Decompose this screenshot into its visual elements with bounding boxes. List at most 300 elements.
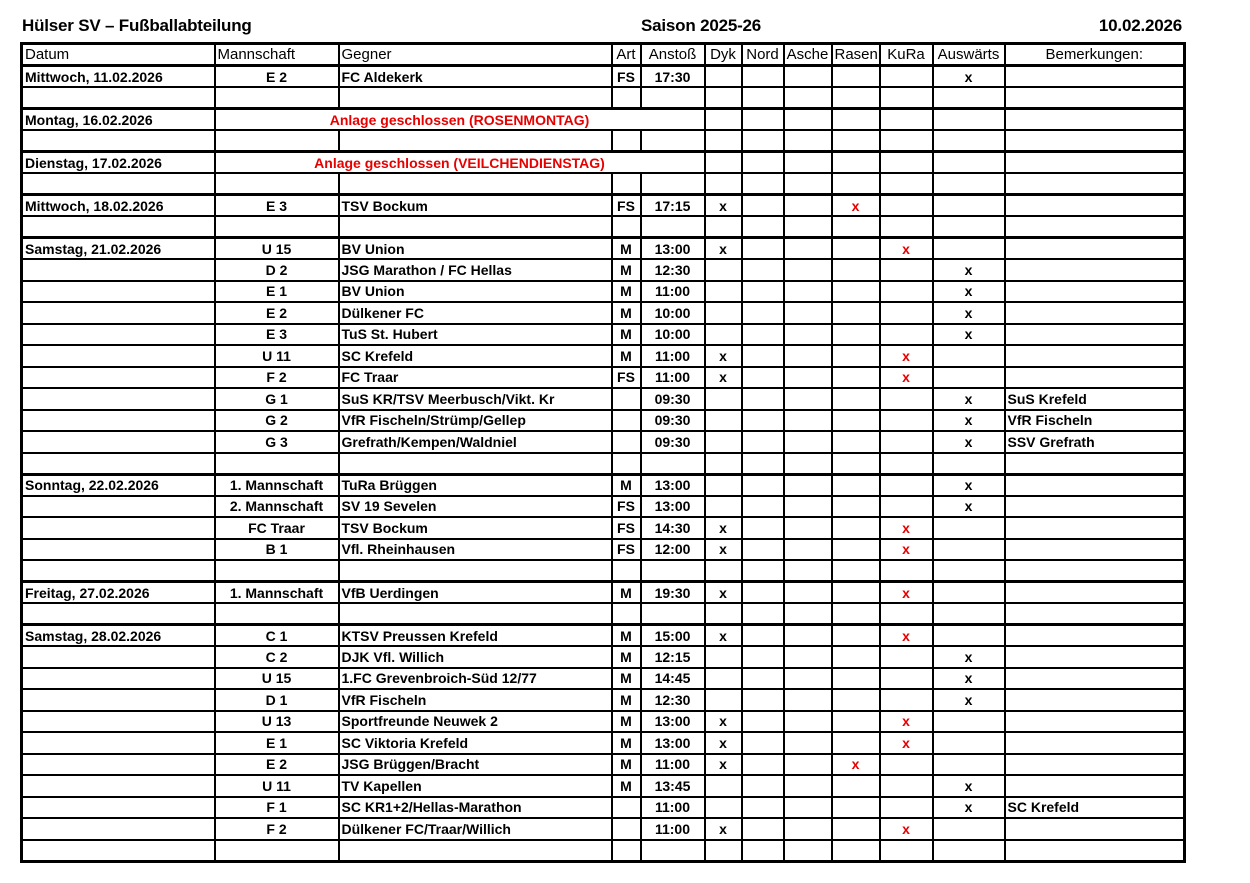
- column-header-bemerkungen: Bemerkungen:: [1005, 44, 1185, 66]
- cell-gegner: Sportfreunde Neuwek 2: [339, 711, 612, 733]
- cell-bemerkungen: [1005, 775, 1185, 797]
- cell-nord: [742, 474, 784, 496]
- cell-asche: [784, 109, 832, 131]
- cell-rasen: [832, 173, 880, 195]
- cell-dyk: x: [705, 711, 742, 733]
- cell-bemerkungen: [1005, 345, 1185, 367]
- cell-datum: Freitag, 27.02.2026: [22, 582, 215, 604]
- cell-bemerkungen: [1005, 66, 1185, 88]
- match-row: [22, 388, 1185, 410]
- cell-kura: [880, 453, 933, 475]
- cell-art: [612, 453, 641, 475]
- cell-datum: [22, 87, 215, 109]
- cell-nord: [742, 367, 784, 389]
- cell-bemerkungen: [1005, 109, 1185, 131]
- cell-asche: [784, 689, 832, 711]
- cell-nord: [742, 711, 784, 733]
- cell-dyk: x: [705, 539, 742, 561]
- cell-nord: [742, 410, 784, 432]
- cell-auswaerts: [933, 603, 1005, 625]
- cell-mannschaft: [215, 173, 339, 195]
- cell-anstoss: 13:00: [641, 711, 705, 733]
- cell-kura: [880, 754, 933, 776]
- cell-art: [612, 130, 641, 152]
- cell-asche: [784, 603, 832, 625]
- cell-datum: [22, 324, 215, 346]
- cell-gegner: Vfl. Rheinhausen: [339, 539, 612, 561]
- cell-mannschaft: FC Traar: [215, 517, 339, 539]
- cell-gegner: [339, 453, 612, 475]
- match-row: [22, 238, 1185, 260]
- cell-auswaerts: x: [933, 496, 1005, 518]
- cell-dyk: [705, 152, 742, 174]
- cell-art: FS: [612, 496, 641, 518]
- cell-auswaerts: x: [933, 324, 1005, 346]
- cell-dyk: [705, 87, 742, 109]
- cell-kura: [880, 668, 933, 690]
- cell-auswaerts: [933, 195, 1005, 217]
- cell-anstoss: [641, 840, 705, 862]
- cell-auswaerts: [933, 345, 1005, 367]
- cell-asche: [784, 302, 832, 324]
- cell-bemerkungen: [1005, 560, 1185, 582]
- cell-nord: [742, 259, 784, 281]
- cell-art: M: [612, 474, 641, 496]
- cell-kura: x: [880, 818, 933, 840]
- cell-auswaerts: [933, 367, 1005, 389]
- cell-anstoss: 13:00: [641, 238, 705, 260]
- cell-asche: [784, 732, 832, 754]
- cell-gegner: JSG Brüggen/Bracht: [339, 754, 612, 776]
- schedule-table-header: [22, 44, 1185, 66]
- spacer-row: [22, 453, 1185, 475]
- cell-nord: [742, 539, 784, 561]
- cell-bemerkungen: SC Krefeld: [1005, 797, 1185, 819]
- cell-art: FS: [612, 195, 641, 217]
- cell-art: M: [612, 711, 641, 733]
- cell-datum: Mittwoch, 18.02.2026: [22, 195, 215, 217]
- column-header-nord: Nord: [742, 44, 784, 66]
- cell-nord: [742, 281, 784, 303]
- cell-rasen: [832, 345, 880, 367]
- match-row: [22, 66, 1185, 88]
- cell-bemerkungen: SSV Grefrath: [1005, 431, 1185, 453]
- cell-datum: [22, 173, 215, 195]
- cell-nord: [742, 496, 784, 518]
- cell-dyk: [705, 775, 742, 797]
- cell-bemerkungen: [1005, 517, 1185, 539]
- cell-asche: [784, 173, 832, 195]
- cell-mannschaft: [215, 603, 339, 625]
- cell-auswaerts: x: [933, 646, 1005, 668]
- cell-dyk: [705, 431, 742, 453]
- cell-datum: [22, 840, 215, 862]
- cell-nord: [742, 668, 784, 690]
- cell-dyk: [705, 603, 742, 625]
- cell-datum: [22, 388, 215, 410]
- cell-dyk: [705, 259, 742, 281]
- cell-bemerkungen: [1005, 453, 1185, 475]
- cell-auswaerts: x: [933, 259, 1005, 281]
- cell-dyk: x: [705, 345, 742, 367]
- cell-nord: [742, 689, 784, 711]
- cell-art: [612, 431, 641, 453]
- cell-nord: [742, 560, 784, 582]
- cell-asche: [784, 130, 832, 152]
- cell-art: M: [612, 732, 641, 754]
- cell-dyk: x: [705, 582, 742, 604]
- cell-rasen: [832, 668, 880, 690]
- cell-datum: [22, 345, 215, 367]
- cell-nord: [742, 87, 784, 109]
- cell-kura: [880, 410, 933, 432]
- cell-anstoss: 12:15: [641, 646, 705, 668]
- cell-datum: [22, 732, 215, 754]
- cell-bemerkungen: [1005, 281, 1185, 303]
- match-row: [22, 818, 1185, 840]
- cell-bemerkungen: [1005, 539, 1185, 561]
- cell-nord: [742, 453, 784, 475]
- cell-anstoss: [641, 173, 705, 195]
- cell-kura: [880, 775, 933, 797]
- cell-bemerkungen: SuS Krefeld: [1005, 388, 1185, 410]
- cell-kura: x: [880, 582, 933, 604]
- cell-bemerkungen: [1005, 754, 1185, 776]
- cell-kura: [880, 797, 933, 819]
- cell-anstoss: [641, 216, 705, 238]
- cell-art: M: [612, 238, 641, 260]
- cell-auswaerts: [933, 711, 1005, 733]
- cell-asche: [784, 840, 832, 862]
- cell-datum: [22, 496, 215, 518]
- cell-gegner: SC KR1+2/Hellas-Marathon: [339, 797, 612, 819]
- cell-anstoss: 19:30: [641, 582, 705, 604]
- cell-rasen: [832, 216, 880, 238]
- cell-mannschaft: D 2: [215, 259, 339, 281]
- cell-mannschaft: [215, 840, 339, 862]
- match-row: [22, 431, 1185, 453]
- cell-mannschaft: B 1: [215, 539, 339, 561]
- cell-dyk: x: [705, 818, 742, 840]
- match-row: [22, 496, 1185, 518]
- cell-gegner: [339, 87, 612, 109]
- cell-art: M: [612, 775, 641, 797]
- cell-mannschaft: U 15: [215, 238, 339, 260]
- cell-nord: [742, 625, 784, 647]
- cell-mannschaft: G 1: [215, 388, 339, 410]
- cell-mannschaft: E 2: [215, 754, 339, 776]
- cell-auswaerts: x: [933, 302, 1005, 324]
- cell-art: M: [612, 646, 641, 668]
- cell-anstoss: 10:00: [641, 324, 705, 346]
- cell-dyk: [705, 646, 742, 668]
- cell-asche: [784, 668, 832, 690]
- cell-datum: [22, 689, 215, 711]
- cell-gegner: VfB Uerdingen: [339, 582, 612, 604]
- cell-dyk: [705, 216, 742, 238]
- cell-asche: [784, 345, 832, 367]
- cell-rasen: [832, 109, 880, 131]
- cell-gegner: BV Union: [339, 238, 612, 260]
- cell-rasen: [832, 732, 880, 754]
- cell-bemerkungen: [1005, 302, 1185, 324]
- cell-auswaerts: [933, 625, 1005, 647]
- cell-datum: [22, 281, 215, 303]
- cell-nord: [742, 238, 784, 260]
- match-row: [22, 302, 1185, 324]
- cell-rasen: [832, 840, 880, 862]
- cell-dyk: [705, 324, 742, 346]
- cell-asche: [784, 797, 832, 819]
- cell-asche: [784, 517, 832, 539]
- cell-gegner: SuS KR/TSV Meerbusch/Vikt. Kr: [339, 388, 612, 410]
- cell-datum: [22, 754, 215, 776]
- cell-auswaerts: [933, 560, 1005, 582]
- document-date: 10.02.2026: [1098, 16, 1182, 35]
- cell-kura: [880, 195, 933, 217]
- cell-bemerkungen: [1005, 840, 1185, 862]
- cell-art: [612, 87, 641, 109]
- cell-kura: [880, 474, 933, 496]
- cell-auswaerts: [933, 582, 1005, 604]
- cell-rasen: [832, 711, 880, 733]
- cell-kura: x: [880, 711, 933, 733]
- cell-bemerkungen: VfR Fischeln: [1005, 410, 1185, 432]
- cell-datum: [22, 216, 215, 238]
- cell-art: [612, 797, 641, 819]
- cell-asche: [784, 646, 832, 668]
- cell-mannschaft: E 1: [215, 732, 339, 754]
- cell-art: M: [612, 582, 641, 604]
- cell-bemerkungen: [1005, 668, 1185, 690]
- cell-asche: [784, 539, 832, 561]
- cell-asche: [784, 87, 832, 109]
- cell-datum: [22, 517, 215, 539]
- cell-asche: [784, 367, 832, 389]
- cell-bemerkungen: [1005, 711, 1185, 733]
- cell-auswaerts: x: [933, 668, 1005, 690]
- cell-auswaerts: [933, 109, 1005, 131]
- cell-datum: [22, 431, 215, 453]
- cell-mannschaft: G 3: [215, 431, 339, 453]
- cell-rasen: [832, 324, 880, 346]
- cell-art: [612, 388, 641, 410]
- cell-datum: Dienstag, 17.02.2026: [22, 152, 215, 174]
- schedule-table: [20, 42, 1186, 863]
- cell-nord: [742, 216, 784, 238]
- match-row: [22, 195, 1185, 217]
- match-row: [22, 345, 1185, 367]
- cell-dyk: [705, 66, 742, 88]
- cell-nord: [742, 302, 784, 324]
- cell-dyk: x: [705, 732, 742, 754]
- match-row: [22, 582, 1185, 604]
- cell-rasen: [832, 367, 880, 389]
- cell-rasen: [832, 302, 880, 324]
- cell-nord: [742, 195, 784, 217]
- cell-anstoss: 11:00: [641, 754, 705, 776]
- spacer-row: [22, 840, 1185, 862]
- cell-gegner: TSV Bockum: [339, 195, 612, 217]
- cell-kura: [880, 152, 933, 174]
- cell-asche: [784, 259, 832, 281]
- cell-asche: [784, 410, 832, 432]
- cell-asche: [784, 474, 832, 496]
- cell-auswaerts: [933, 754, 1005, 776]
- column-header-anstoss: Anstoß: [641, 44, 705, 66]
- cell-dyk: x: [705, 367, 742, 389]
- cell-rasen: [832, 646, 880, 668]
- cell-asche: [784, 496, 832, 518]
- cell-dyk: [705, 130, 742, 152]
- cell-anstoss: [641, 560, 705, 582]
- cell-dyk: [705, 474, 742, 496]
- cell-asche: [784, 431, 832, 453]
- cell-asche: [784, 66, 832, 88]
- cell-datum: [22, 818, 215, 840]
- cell-rasen: [832, 517, 880, 539]
- match-row: [22, 281, 1185, 303]
- cell-anstoss: 11:00: [641, 281, 705, 303]
- cell-rasen: [832, 87, 880, 109]
- cell-bemerkungen: [1005, 689, 1185, 711]
- cell-rasen: [832, 238, 880, 260]
- cell-art: M: [612, 281, 641, 303]
- cell-datum: Montag, 16.02.2026: [22, 109, 215, 131]
- match-row: [22, 367, 1185, 389]
- cell-auswaerts: x: [933, 410, 1005, 432]
- cell-auswaerts: [933, 453, 1005, 475]
- cell-gegner: TuRa Brüggen: [339, 474, 612, 496]
- cell-mannschaft: E 2: [215, 66, 339, 88]
- cell-dyk: [705, 797, 742, 819]
- cell-auswaerts: x: [933, 431, 1005, 453]
- cell-asche: [784, 754, 832, 776]
- cell-nord: [742, 818, 784, 840]
- cell-nord: [742, 152, 784, 174]
- cell-dyk: [705, 109, 742, 131]
- cell-dyk: x: [705, 195, 742, 217]
- cell-dyk: [705, 173, 742, 195]
- cell-nord: [742, 517, 784, 539]
- cell-mannschaft: E 2: [215, 302, 339, 324]
- cell-rasen: [832, 539, 880, 561]
- cell-art: M: [612, 259, 641, 281]
- cell-nord: [742, 797, 784, 819]
- spacer-row: [22, 130, 1185, 152]
- cell-nord: [742, 732, 784, 754]
- cell-kura: x: [880, 367, 933, 389]
- cell-auswaerts: [933, 732, 1005, 754]
- cell-gegner: DJK Vfl. Willich: [339, 646, 612, 668]
- cell-art: [612, 818, 641, 840]
- cell-art: [612, 603, 641, 625]
- column-header-mannschaft: Mannschaft: [215, 44, 339, 66]
- match-row: [22, 324, 1185, 346]
- page-title: Hülser SV – Fußballabteilung: [22, 16, 252, 35]
- cell-art: M: [612, 302, 641, 324]
- cell-kura: [880, 324, 933, 346]
- cell-auswaerts: x: [933, 474, 1005, 496]
- cell-nord: [742, 646, 784, 668]
- column-header-dyk: Dyk: [705, 44, 742, 66]
- cell-kura: x: [880, 625, 933, 647]
- cell-bemerkungen: [1005, 152, 1185, 174]
- cell-kura: [880, 130, 933, 152]
- cell-art: M: [612, 689, 641, 711]
- cell-bemerkungen: [1005, 87, 1185, 109]
- match-row: [22, 517, 1185, 539]
- cell-anstoss: 11:00: [641, 345, 705, 367]
- column-header-datum: Datum: [22, 44, 215, 66]
- cell-nord: [742, 582, 784, 604]
- cell-anstoss: 13:00: [641, 496, 705, 518]
- cell-bemerkungen: [1005, 367, 1185, 389]
- cell-gegner: SC Viktoria Krefeld: [339, 732, 612, 754]
- cell-anstoss: [641, 453, 705, 475]
- cell-auswaerts: [933, 238, 1005, 260]
- cell-mannschaft: U 11: [215, 345, 339, 367]
- cell-mannschaft: F 2: [215, 818, 339, 840]
- cell-asche: [784, 775, 832, 797]
- cell-asche: [784, 281, 832, 303]
- cell-anstoss: 15:00: [641, 625, 705, 647]
- cell-auswaerts: [933, 539, 1005, 561]
- cell-kura: [880, 87, 933, 109]
- cell-kura: [880, 66, 933, 88]
- cell-mannschaft: [215, 216, 339, 238]
- cell-art: M: [612, 324, 641, 346]
- title-bar: [0, 14, 1250, 40]
- cell-nord: [742, 431, 784, 453]
- cell-gegner: [339, 130, 612, 152]
- cell-datum: [22, 259, 215, 281]
- cell-mannschaft: [215, 87, 339, 109]
- cell-mannschaft: E 3: [215, 195, 339, 217]
- cell-dyk: [705, 302, 742, 324]
- header-row: [22, 44, 1185, 66]
- cell-gegner: SV 19 Sevelen: [339, 496, 612, 518]
- cell-datum: [22, 646, 215, 668]
- match-row: [22, 775, 1185, 797]
- cell-dyk: [705, 496, 742, 518]
- cell-mannschaft: 2. Mannschaft: [215, 496, 339, 518]
- cell-anstoss: 09:30: [641, 388, 705, 410]
- cell-bemerkungen: [1005, 259, 1185, 281]
- cell-kura: [880, 109, 933, 131]
- cell-datum: [22, 302, 215, 324]
- cell-bemerkungen: [1005, 818, 1185, 840]
- cell-dyk: [705, 388, 742, 410]
- cell-kura: x: [880, 345, 933, 367]
- cell-mannschaft: U 13: [215, 711, 339, 733]
- cell-anstoss: 17:30: [641, 66, 705, 88]
- cell-gegner: Grefrath/Kempen/Waldniel: [339, 431, 612, 453]
- cell-rasen: [832, 66, 880, 88]
- cell-gegner: VfR Fischeln: [339, 689, 612, 711]
- cell-datum: Samstag, 28.02.2026: [22, 625, 215, 647]
- cell-mannschaft: C 1: [215, 625, 339, 647]
- cell-datum: [22, 711, 215, 733]
- cell-dyk: [705, 840, 742, 862]
- cell-rasen: [832, 775, 880, 797]
- cell-asche: [784, 195, 832, 217]
- cell-mannschaft: E 3: [215, 324, 339, 346]
- cell-rasen: [832, 410, 880, 432]
- cell-auswaerts: [933, 173, 1005, 195]
- cell-gegner: 1.FC Grevenbroich-Süd 12/77: [339, 668, 612, 690]
- cell-kura: [880, 603, 933, 625]
